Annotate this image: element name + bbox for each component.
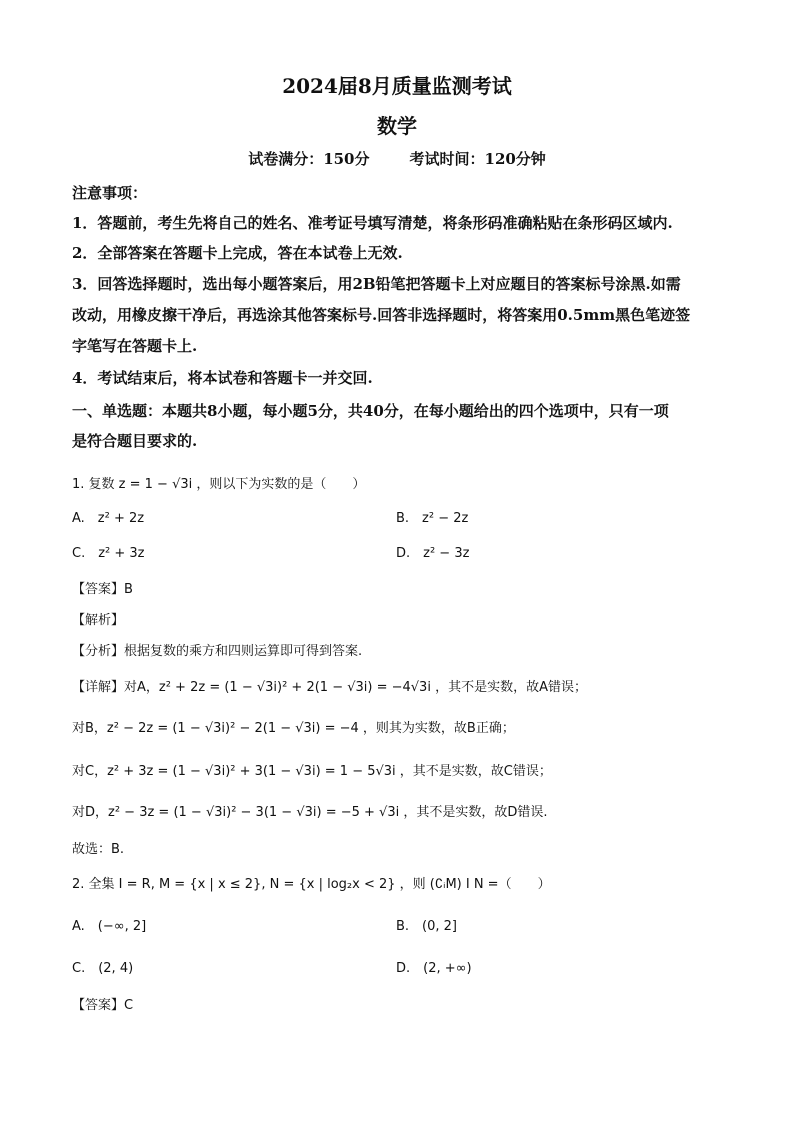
q1-analysis: 【分析】根据复数的乘方和四则运算即可得到答案. <box>72 644 363 659</box>
note-3b: 改动，用橡皮擦干净后，再选涂其他答案标号.回答非选择题时，将答案用0.5mm黑色笔迹签 <box>72 306 691 324</box>
note-2: 2．全部答案在答题卡上完成，答在本试卷上无效. <box>72 244 403 262</box>
q2-stem: 2. 全集 I = R, M = {x | x ≤ 2}, N = {x | log₂x < 2} ，则 (∁ᵢM) I N =（ ） <box>72 877 551 892</box>
section-heading-2: 是符合题目要求的. <box>72 432 198 450</box>
q2-option-a: A. (−∞, 2] <box>72 919 147 934</box>
q2-option-d: D. (2, +∞) <box>396 961 472 976</box>
q1-choice: 故选：B. <box>72 842 125 857</box>
q1-answer: 【答案】B <box>72 582 133 597</box>
notes-heading: 注意事项： <box>72 184 148 202</box>
q1-analysis-heading: 【解析】 <box>72 613 125 628</box>
q1-detail-4: 对D，z² − 3z = (1 − √3i)² − 3(1 − √3i) = −5 + √3i ，其不是实数，故D错误. <box>72 805 548 820</box>
duration: 考试时间：120分钟 <box>409 150 546 168</box>
q1-detail-1: 【详解】对A，z² + 2z = (1 − √3i)² + 2(1 − √3i) = −4√3i ，其不是实数，故A错误； <box>72 680 587 695</box>
exam-title: 2024届8月质量监测考试 <box>282 74 512 98</box>
full-score: 试卷满分：150分 <box>248 150 370 168</box>
note-3a: 3．回答选择题时，选出每小题答案后，用2B铅笔把答题卡上对应题目的答案标号涂黑.如需 <box>72 275 681 293</box>
section-heading-1: 一、单选题：本题共8小题，每小题5分，共40分，在每小题给出的四个选项中，只有一项 <box>72 402 669 420</box>
q1-detail-3: 对C，z² + 3z = (1 − √3i)² + 3(1 − √3i) = 1 − 5√3i ，其不是实数，故C错误； <box>72 764 552 779</box>
q1-option-b: B. z² − 2z <box>396 511 469 526</box>
q2-option-b: B. (0, 2] <box>396 919 458 934</box>
q2-option-c: C. (2, 4) <box>72 961 134 976</box>
note-1: 1．答题前，考生先将自己的姓名、准考证号填写清楚，将条形码准确粘贴在条形码区域内. <box>72 214 673 232</box>
note-3c: 字笔写在答题卡上. <box>72 337 198 355</box>
note-4: 4．考试结束后，将本试卷和答题卡一并交回. <box>72 369 373 387</box>
q1-stem: 1. 复数 z = 1 − √3i ，则以下为实数的是（ ） <box>72 477 366 492</box>
q1-option-a: A. z² + 2z <box>72 511 145 526</box>
q2-answer: 【答案】C <box>72 998 134 1013</box>
q1-option-c: C. z² + 3z <box>72 546 145 561</box>
subject-title: 数学 <box>377 114 417 138</box>
q1-detail-2: 对B，z² − 2z = (1 − √3i)² − 2(1 − √3i) = −4 ，则其为实数，故B正确； <box>72 721 515 736</box>
q1-option-d: D. z² − 3z <box>396 546 470 561</box>
exam-info <box>0 148 794 169</box>
